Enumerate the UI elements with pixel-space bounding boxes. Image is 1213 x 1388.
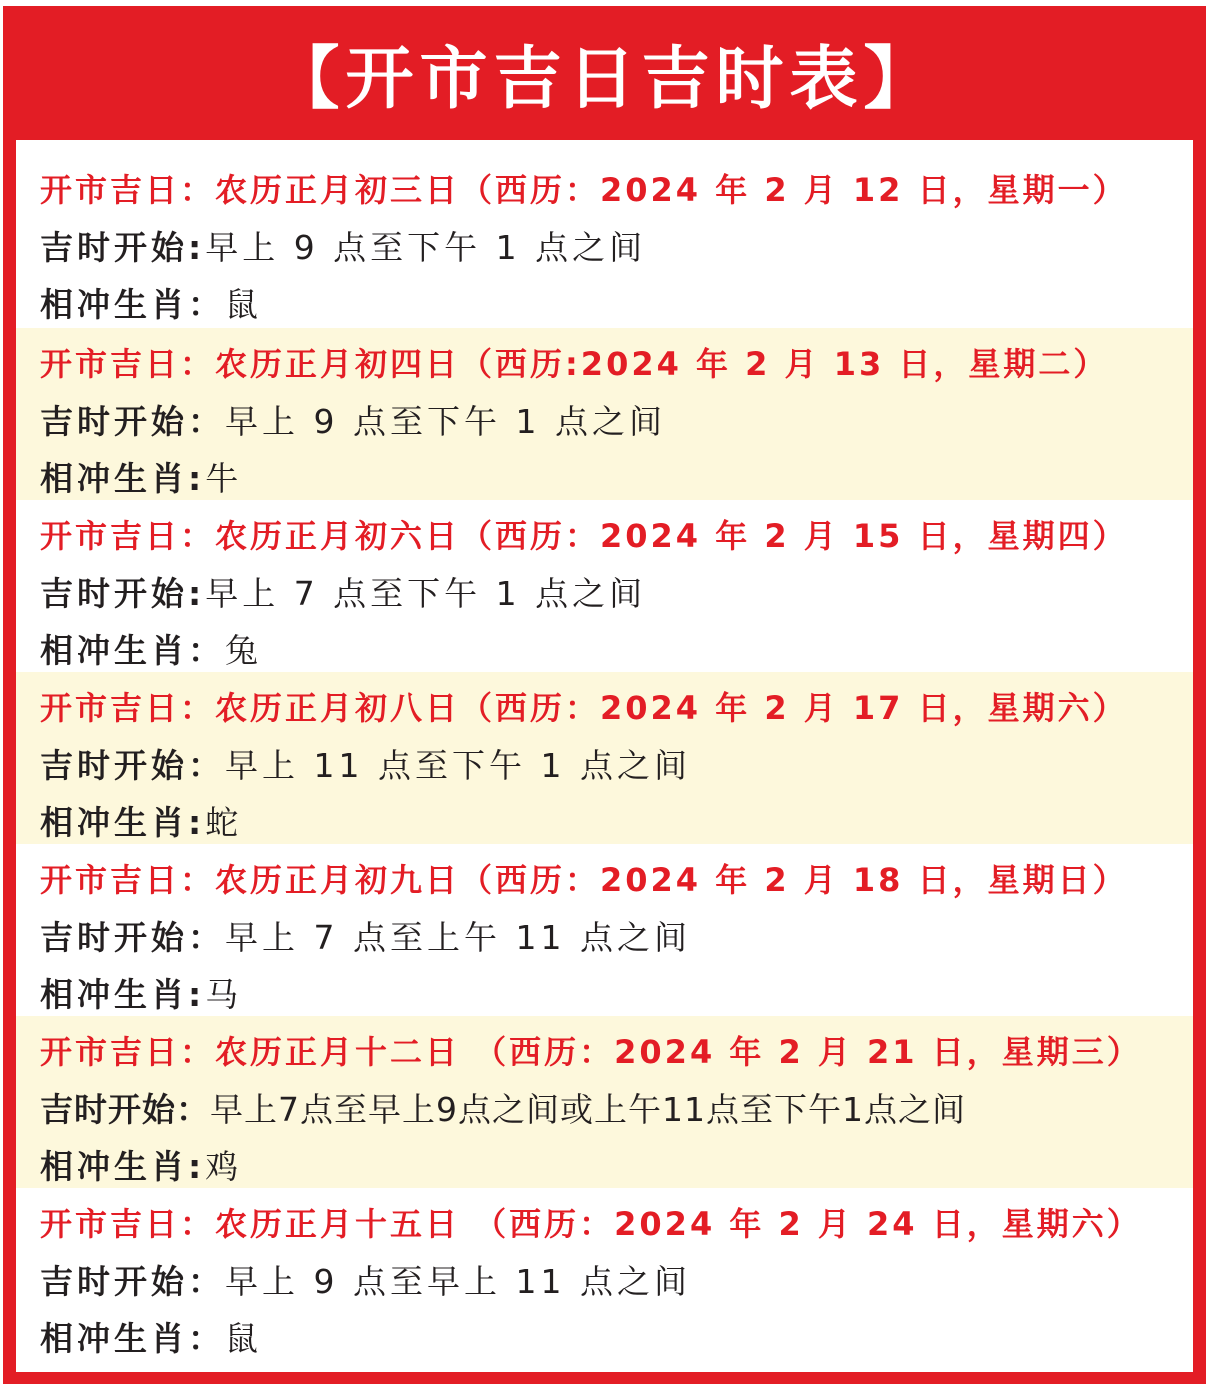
title-bar <box>3 6 1206 140</box>
auspicious-date: 开市吉日：农历正月初六日（西历：2024 年 2 月 15 日，星期四） <box>40 517 1128 555</box>
time-value: 早上7点至早上9点之间或上午11点至下午1点之间 <box>210 1090 966 1129</box>
clash-label: 相冲生肖： <box>40 631 225 670</box>
page-title: 【开市吉日吉时表】 <box>271 39 938 119</box>
clash-value: 马 <box>205 975 243 1014</box>
time-label: 吉时开始： <box>40 1262 225 1301</box>
clash-zodiac-row <box>16 794 1193 851</box>
clash-label: 相冲生肖: <box>40 803 206 842</box>
time-label: 吉时开始: <box>40 574 206 613</box>
clash-value: 蛇 <box>205 803 243 842</box>
auspicious-date: 开市吉日：农历正月初三日（西历：2024 年 2 月 12 日，星期一） <box>40 171 1128 209</box>
clash-label: 相冲生肖: <box>40 459 206 498</box>
schedule-entry <box>16 1016 1193 1188</box>
auspicious-time-row <box>16 565 1193 622</box>
clash-zodiac-row <box>16 966 1193 1023</box>
auspicious-date: 开市吉日：农历正月初四日（西历:2024 年 2 月 13 日，星期二） <box>40 345 1109 383</box>
time-label: 吉时开始： <box>40 918 225 957</box>
clash-label: 相冲生肖: <box>40 975 206 1014</box>
time-value: 早上 7 点至上午 11 点之间 <box>225 918 691 957</box>
clash-value: 牛 <box>205 459 243 498</box>
auspicious-date: 开市吉日：农历正月十二日 （西历：2024 年 2 月 21 日，星期三） <box>40 1033 1142 1071</box>
auspicious-date: 开市吉日：农历正月十五日 （西历：2024 年 2 月 24 日，星期六） <box>40 1205 1142 1243</box>
time-label: 吉时开始： <box>40 1090 210 1129</box>
time-value: 早上 7 点至下午 1 点之间 <box>205 574 647 613</box>
clash-label: 相冲生肖： <box>40 1319 225 1358</box>
clash-value: 鸡 <box>205 1147 243 1186</box>
clash-zodiac-row <box>16 450 1193 507</box>
auspicious-date: 开市吉日：农历正月初八日（西历：2024 年 2 月 17 日，星期六） <box>40 689 1128 727</box>
schedule-entry <box>16 140 1193 328</box>
clash-label: 相冲生肖: <box>40 1147 206 1186</box>
schedule-entry <box>16 328 1193 500</box>
table-frame <box>3 6 1206 1384</box>
schedule-entry <box>16 1188 1193 1372</box>
clash-value: 鼠 <box>225 1319 262 1358</box>
auspicious-date: 开市吉日：农历正月初九日（西历：2024 年 2 月 18 日，星期日） <box>40 861 1128 899</box>
clash-zodiac-row <box>16 276 1193 333</box>
clash-zodiac-row <box>16 1310 1193 1367</box>
clash-value: 兔 <box>225 631 262 670</box>
clash-label: 相冲生肖： <box>40 285 225 324</box>
clash-value: 鼠 <box>225 285 262 324</box>
time-label: 吉时开始： <box>40 746 225 785</box>
auspicious-time-row <box>16 1253 1193 1310</box>
time-label: 吉时开始: <box>40 228 206 267</box>
auspicious-time-row <box>16 909 1193 966</box>
time-value: 早上 11 点至下午 1 点之间 <box>225 746 691 785</box>
schedule-entry <box>16 844 1193 1016</box>
time-value: 早上 9 点至下午 1 点之间 <box>205 228 647 267</box>
clash-zodiac-row <box>16 622 1193 679</box>
schedule-entry <box>16 500 1193 672</box>
time-value: 早上 9 点至下午 1 点之间 <box>225 402 666 441</box>
schedule-entry <box>16 672 1193 844</box>
auspicious-time-row <box>16 737 1193 794</box>
auspicious-time-row <box>16 393 1193 450</box>
auspicious-time-row <box>16 219 1193 276</box>
time-label: 吉时开始： <box>40 402 225 441</box>
auspicious-time-row <box>16 1081 1193 1138</box>
schedule-list <box>16 140 1193 1372</box>
time-value: 早上 9 点至早上 11 点之间 <box>225 1262 691 1301</box>
clash-zodiac-row <box>16 1138 1193 1195</box>
